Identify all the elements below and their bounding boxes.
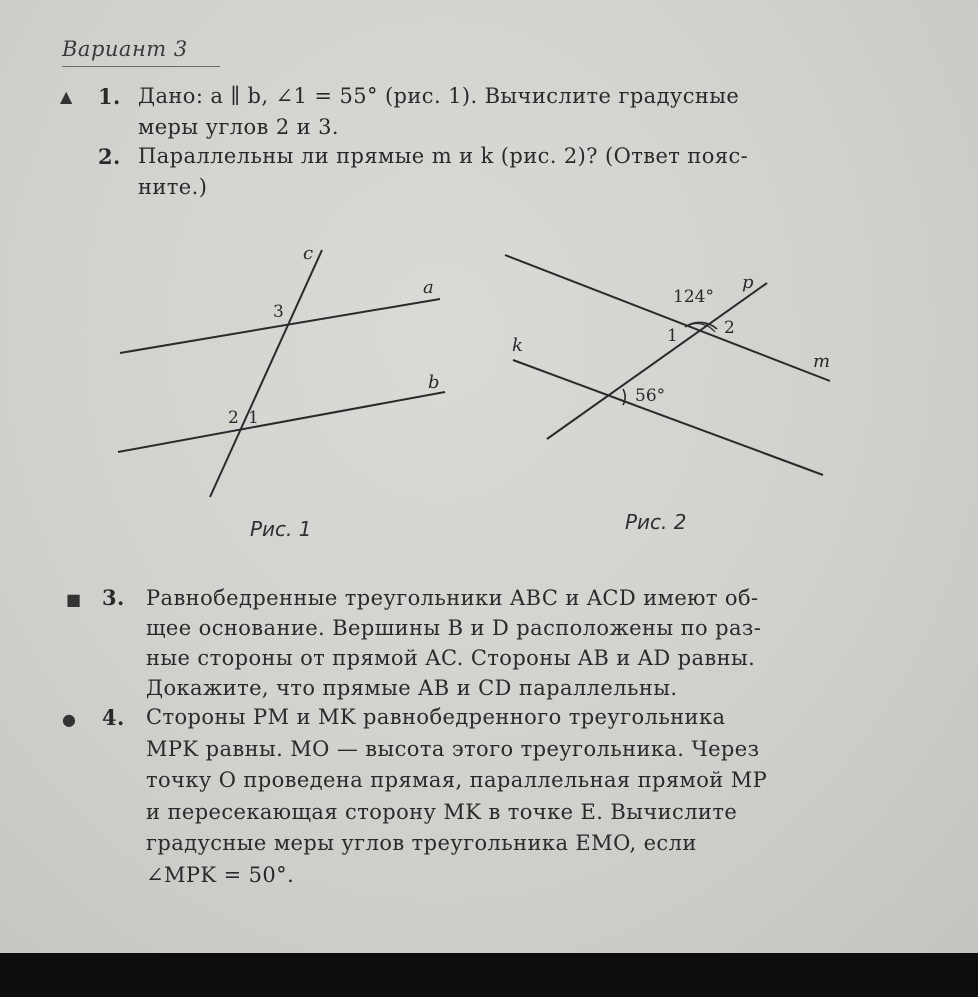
task-text-line: MPK равны. MO — высота этого треугольника. Через bbox=[146, 736, 760, 761]
angle-label-2: 2 bbox=[228, 408, 239, 428]
angle-label-2: 2 bbox=[724, 318, 735, 338]
angle-label-3: 3 bbox=[273, 302, 284, 322]
triangle-icon: ▲ bbox=[60, 87, 73, 106]
task-1 bbox=[60, 81, 898, 143]
heading-underline bbox=[62, 66, 220, 67]
figure-2-caption: Рис. 2 bbox=[625, 510, 687, 534]
label-c: c bbox=[303, 243, 314, 264]
figure-2-diagram bbox=[495, 235, 855, 515]
task-text-line: Дано: a ∥ b, ∠1 = 55° (рис. 1). Вычислите градусные bbox=[138, 84, 740, 108]
task-2 bbox=[98, 141, 898, 203]
label-p: p bbox=[742, 272, 754, 293]
task-text-line: Докажите, что прямые AB и CD параллельны. bbox=[146, 676, 678, 700]
line-c bbox=[210, 250, 322, 497]
label-k: k bbox=[512, 335, 523, 356]
task-text-line: щее основание. Вершины B и D расположены по раз- bbox=[146, 616, 762, 640]
square-icon: ■ bbox=[66, 590, 82, 609]
task-4 bbox=[62, 702, 916, 891]
angle-label-1: 1 bbox=[667, 326, 678, 346]
task-text-line: градусные меры углов треугольника EMO, если bbox=[146, 831, 697, 855]
task-text-line: ните.) bbox=[138, 175, 208, 199]
circle-icon: ● bbox=[62, 710, 77, 729]
variant-heading: Вариант 3 bbox=[62, 37, 188, 61]
line-m bbox=[505, 255, 830, 381]
task-number: 1. bbox=[98, 84, 121, 109]
task-text-line: меры углов 2 и 3. bbox=[138, 115, 339, 139]
task-text-line: ные стороны от прямой AC. Стороны AB и AD равны. bbox=[146, 646, 756, 670]
label-m: m bbox=[813, 351, 831, 372]
task-3 bbox=[66, 583, 911, 703]
line-k bbox=[513, 360, 823, 475]
task-text-line: Стороны PM и MK равнобедренного треугольника bbox=[146, 705, 726, 729]
bottom-bar bbox=[0, 953, 978, 997]
line-b bbox=[118, 392, 445, 452]
angle-label-1: 1 bbox=[248, 408, 259, 428]
task-text-line: ∠MPK = 50°. bbox=[146, 862, 295, 887]
line-p bbox=[547, 283, 767, 439]
task-text-line: и пересекающая сторону MK в точке E. Вычислите bbox=[146, 799, 738, 824]
label-a: a bbox=[423, 277, 434, 298]
label-b: b bbox=[428, 372, 440, 393]
task-text-line: Параллельны ли прямые m и k (рис. 2)? (Ответ пояс- bbox=[138, 144, 749, 168]
task-number: 3. bbox=[102, 585, 125, 610]
task-text-line: точку O проведена прямая, параллельная прямой MP bbox=[146, 768, 768, 792]
task-number: 2. bbox=[98, 144, 121, 169]
angle-label-124: 124° bbox=[673, 287, 714, 307]
figure-1-diagram bbox=[100, 235, 460, 515]
figure-1-caption: Рис. 1 bbox=[250, 517, 312, 541]
task-number: 4. bbox=[102, 705, 125, 730]
angle-label-56: 56° bbox=[635, 386, 666, 406]
angle-arc-56 bbox=[623, 389, 625, 405]
task-text-line: Равнобедренные треугольники ABC и ACD имеют об- bbox=[146, 586, 759, 610]
